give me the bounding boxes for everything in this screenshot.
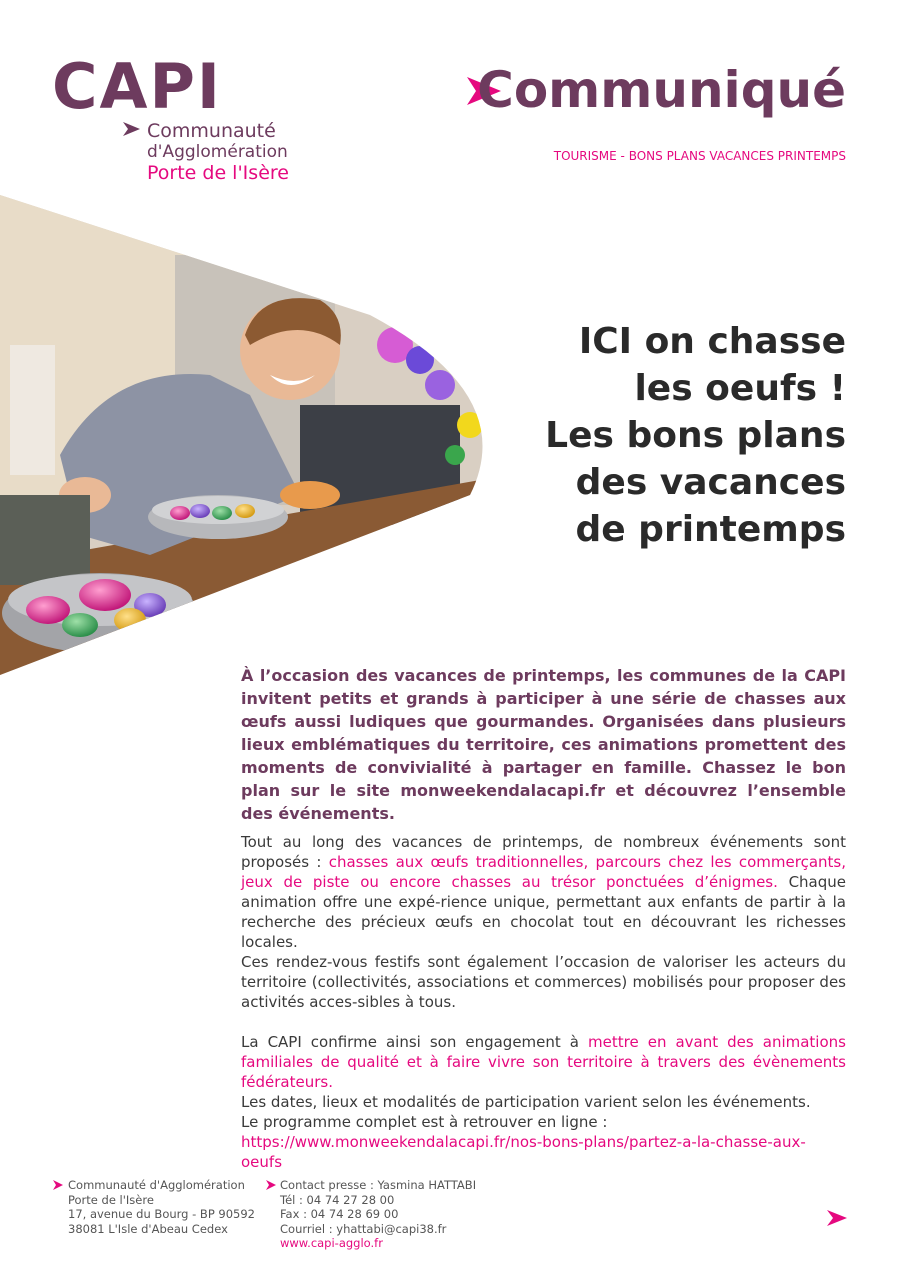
body-paragraph-4 [241,1092,846,1172]
headline [516,318,846,553]
body-paragraph-1 [241,832,846,952]
footer-address-line: 38081 L'Isle d'Abeau Cedex [68,1221,228,1236]
chevron-icon [266,1180,276,1190]
p1-text: Tout au long des vacances de printemps, de nombreux événements sont proposés : [241,833,846,871]
footer-contact-line: Contact presse : Yasmina HATTABI [280,1178,477,1192]
lead-paragraph: À l’occasion des vacances de printemps, les communes de la CAPI invitent petits et grands à participer à une série de chasses aux œufs aussi ludiques que gourmandes. Organisées dans plusieurs lieux emblématiques du territoire, ces animations promettent des moments de convivialité à partager en famille. Chassez le bon plan sur le site monweekendalacapi.fr et découvrez l’ensemble des événements. [241,666,846,823]
program-link[interactable]: https://www.monweekendalacapi.fr/nos-bons-plans/partez-a-la-chasse-aux-oeufs [241,1133,806,1171]
category-label: TOURISME - BONS PLANS VACANCES PRINTEMPS [553,149,846,163]
headline-line-5: de printemps [575,509,846,550]
logo-wordmark: CAPI [52,50,222,123]
communique-title: Communiqué [477,61,846,119]
p4-line-1: Les dates, lieux et modalités de participation varient selon les événements. [241,1093,811,1111]
chevron-icon [122,121,142,137]
p4-line-2: Le programme complet est à retrouver en ligne : [241,1113,608,1131]
footer-address-line: Porte de l'Isère [68,1192,154,1207]
logo-line-1: Communauté [147,120,276,142]
capi-logo [52,50,312,192]
footer-email[interactable]: Courriel : yhattabi@capi38.fr [280,1221,447,1236]
headline-line-2: les oeufs ! [634,368,846,409]
headline-line-1: ICI on chasse [578,321,846,362]
body-paragraph-3 [241,1032,846,1092]
footer-website-link[interactable]: www.capi-agglo.fr [280,1236,383,1250]
photo-child-easter-eggs [0,195,520,675]
footer-address-line: 17, avenue du Bourg - BP 90592 [68,1207,255,1221]
footer-address-line: Communauté d'Agglomération [68,1178,245,1192]
chevron-icon [53,1180,63,1190]
footer-contact-line: Tél : 04 74 27 28 00 [280,1192,395,1207]
logo-line-3: Porte de l'Isère [147,162,289,184]
headline-line-4: des vacances [575,462,846,503]
chevron-icon [826,1209,848,1227]
p1-text-end: Chaque animation offre une expé-rience unique, permettant aux enfants de partir à la recherche des précieux œufs en chocolat tout en découvrant les richesses locales. [241,873,847,951]
footer-address [68,1178,255,1236]
p3-text: La CAPI confirme ainsi son engagement à [241,1033,589,1051]
body-paragraph-2: Ces rendez-vous festifs sont également l’occasion de valoriser les acteurs du territoire (collectivités, associations et commerces) mobilisés pour proposer des activités acces-sibles à tous. [241,953,846,1011]
logo-line-2: d'Agglomération [147,142,288,162]
footer-contact [280,1178,476,1251]
p3-highlight: mettre en avant des animations familiales de qualité et à faire vivre son territoire à travers des évènements fédérateurs. [241,1033,846,1091]
footer-contact-line: Fax : 04 74 28 69 00 [280,1207,399,1221]
headline-line-3: Les bons plans [545,415,846,456]
p1-highlight: chasses aux œufs traditionnelles, parcours chez les commerçants, jeux de piste ou encore chasses au trésor ponctuées d’énigmes. [241,853,847,891]
